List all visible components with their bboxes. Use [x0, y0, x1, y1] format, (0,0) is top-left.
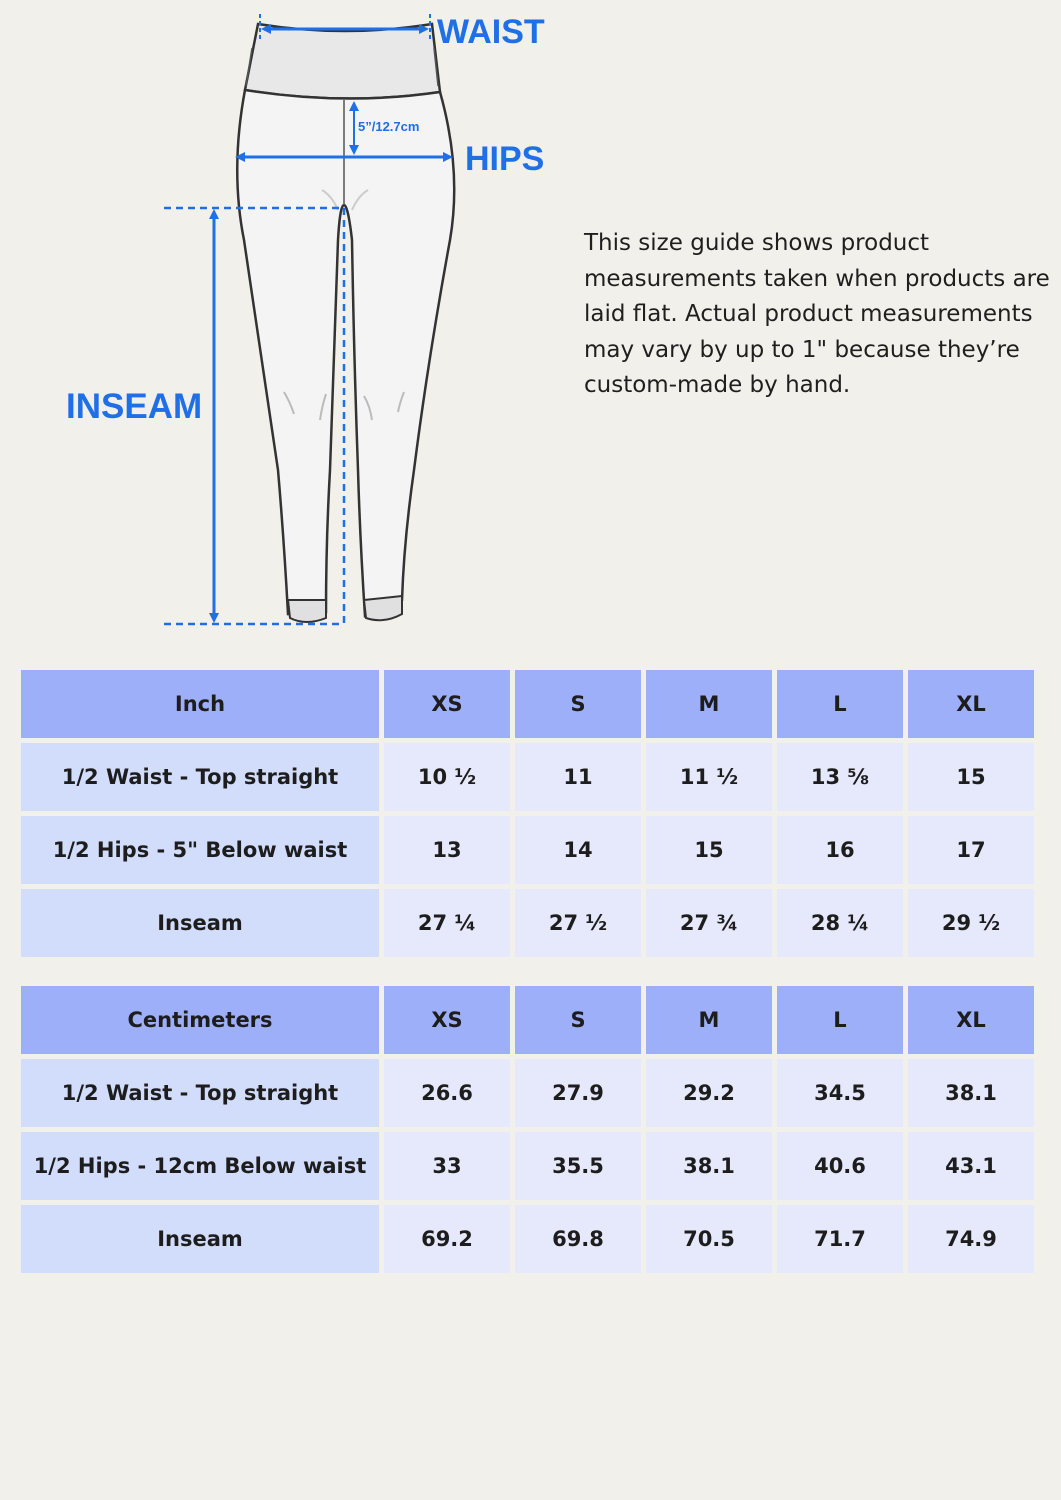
table-cell: 27.9 [515, 1059, 641, 1127]
table-cell: 10 ½ [384, 743, 510, 811]
inseam-label: INSEAM [66, 387, 203, 426]
table-cell: 29.2 [646, 1059, 772, 1127]
waistband [245, 24, 440, 99]
table-cell: 17 [908, 816, 1034, 884]
row-label: Inseam [21, 1205, 379, 1273]
table-cell: 43.1 [908, 1132, 1034, 1200]
table-row [21, 1059, 1034, 1127]
header-cell: M [646, 986, 772, 1054]
table-cell: 35.5 [515, 1132, 641, 1200]
table-cell: 29 ½ [908, 889, 1034, 957]
header-cell: L [777, 670, 903, 738]
table-cell: 70.5 [646, 1205, 772, 1273]
waist-label: WAIST [437, 13, 545, 51]
table-cell: 15 [908, 743, 1034, 811]
table-cell: 27 ¾ [646, 889, 772, 957]
table-row [21, 743, 1034, 811]
table-cell: 13 ⅝ [777, 743, 903, 811]
table-cell: 69.2 [384, 1205, 510, 1273]
table-cell: 28 ¼ [777, 889, 903, 957]
leggings-body [237, 90, 454, 616]
table-row [21, 889, 1034, 957]
hips-label: HIPS [465, 140, 545, 178]
row-label: 1/2 Hips - 5" Below waist [21, 816, 379, 884]
header-cell: M [646, 670, 772, 738]
left-cuff [288, 600, 326, 622]
table-cell: 40.6 [777, 1132, 903, 1200]
table-cell: 11 [515, 743, 641, 811]
row-label: Inseam [21, 889, 379, 957]
centimeter-size-table [16, 981, 1039, 1278]
header-cell: XL [908, 670, 1034, 738]
table-row [21, 1205, 1034, 1273]
table-cell: 69.8 [515, 1205, 641, 1273]
table-cell: 15 [646, 816, 772, 884]
table-cell: 14 [515, 816, 641, 884]
table-cell: 74.9 [908, 1205, 1034, 1273]
row-label: 1/2 Hips - 12cm Below waist [21, 1132, 379, 1200]
header-cell: XL [908, 986, 1034, 1054]
header-cell: S [515, 670, 641, 738]
row-label: 1/2 Waist - Top straight [21, 743, 379, 811]
right-cuff [364, 596, 402, 620]
table-cell: 16 [777, 816, 903, 884]
row-label: 1/2 Waist - Top straight [21, 1059, 379, 1127]
header-cell: Centimeters [21, 986, 379, 1054]
table-cell: 27 ½ [515, 889, 641, 957]
table-header-row [21, 670, 1034, 738]
inch-size-table [16, 665, 1039, 962]
leggings-illustration [237, 24, 454, 622]
table-row [21, 816, 1034, 884]
header-cell: XS [384, 986, 510, 1054]
size-guide-note: This size guide shows product measurements taken when products are laid flat. Actual product measurements may vary by up to 1" because they’re custom-made by hand. [584, 230, 1050, 398]
header-cell: S [515, 986, 641, 1054]
table-header-row [21, 986, 1034, 1054]
table-cell: 38.1 [908, 1059, 1034, 1127]
table-row [21, 1132, 1034, 1200]
header-cell: Inch [21, 670, 379, 738]
table-cell: 27 ¼ [384, 889, 510, 957]
hip-offset-label: 5”/12.7cm [358, 119, 420, 134]
header-cell: XS [384, 670, 510, 738]
table-cell: 34.5 [777, 1059, 903, 1127]
table-cell: 13 [384, 816, 510, 884]
table-cell: 71.7 [777, 1205, 903, 1273]
table-cell: 33 [384, 1132, 510, 1200]
table-cell: 11 ½ [646, 743, 772, 811]
table-cell: 26.6 [384, 1059, 510, 1127]
table-cell: 38.1 [646, 1132, 772, 1200]
header-cell: L [777, 986, 903, 1054]
